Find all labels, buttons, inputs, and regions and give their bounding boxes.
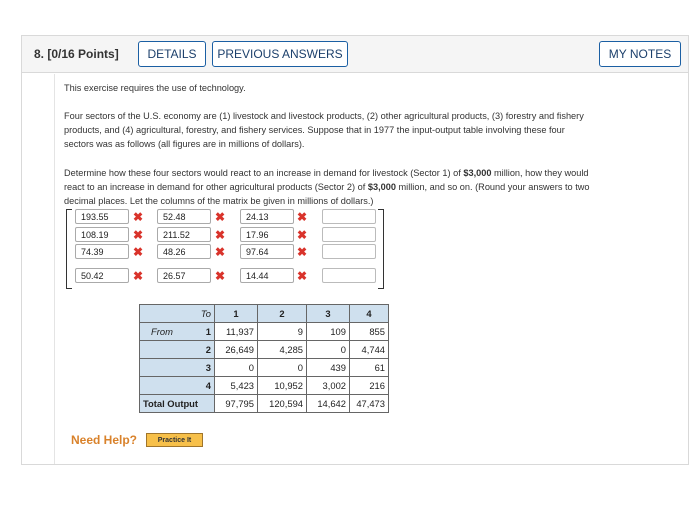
column-header: 1 xyxy=(215,305,258,323)
total-output-label: Total Output xyxy=(140,395,215,413)
x-mark-icon: ✖ xyxy=(133,210,144,224)
instruction-text: react to an increase in demand for other agricultural products (Sector 2) of xyxy=(64,182,368,192)
table-cell: 0 xyxy=(215,359,258,377)
question-number: 8. xyxy=(34,47,45,61)
to-label: To xyxy=(140,305,215,323)
question-title xyxy=(34,47,119,61)
instruction-text: Determine how these four sectors would react to an increase in demand for livestock (Sector 1) of xyxy=(64,168,464,178)
need-help-label: Need Help? xyxy=(71,433,138,447)
row-label: 4 xyxy=(140,377,215,395)
column-header: 4 xyxy=(350,305,389,323)
answer-field-r2c1[interactable]: 108.19 xyxy=(75,227,129,242)
instruction-text: million, how they would xyxy=(491,168,589,178)
question-header xyxy=(21,35,689,73)
table-cell: 26,649 xyxy=(215,341,258,359)
answer-field-r3c1[interactable]: 74.39 xyxy=(75,244,129,259)
x-mark-icon: ✖ xyxy=(215,228,226,242)
matrix-right-bracket xyxy=(378,209,384,289)
x-mark-icon: ✖ xyxy=(297,269,308,283)
row-label xyxy=(140,323,215,341)
table-row xyxy=(140,323,389,341)
table-header-row xyxy=(140,305,389,323)
table-row xyxy=(140,377,389,395)
details-button[interactable]: DETAILS xyxy=(138,41,206,67)
answer-field-r4c1[interactable]: 50.42 xyxy=(75,268,129,283)
answer-field-r1c1[interactable]: 193.55 xyxy=(75,209,129,224)
answer-field-r1c4[interactable] xyxy=(322,209,376,224)
answer-field-r2c2[interactable]: 211.52 xyxy=(157,227,211,242)
instruction-text: million, and so on. (Round your answers to two xyxy=(395,182,590,192)
answer-field-r4c2[interactable]: 26.57 xyxy=(157,268,211,283)
answer-field-r4c3[interactable]: 14.44 xyxy=(240,268,294,283)
table-cell: 3,002 xyxy=(307,377,350,395)
table-cell: 4,285 xyxy=(258,341,307,359)
table-row xyxy=(140,359,389,377)
table-cell: 855 xyxy=(350,323,389,341)
answer-field-r4c4[interactable] xyxy=(322,268,376,283)
table-cell: 109 xyxy=(307,323,350,341)
answer-field-r2c3[interactable]: 17.96 xyxy=(240,227,294,242)
answer-field-r3c2[interactable]: 48.26 xyxy=(157,244,211,259)
x-mark-icon: ✖ xyxy=(215,245,226,259)
previous-answers-button[interactable]: PREVIOUS ANSWERS xyxy=(212,41,348,67)
table-cell: 61 xyxy=(350,359,389,377)
answer-field-r3c4[interactable] xyxy=(322,244,376,259)
practice-it-button[interactable]: Practice It xyxy=(146,433,203,447)
answer-field-r1c3[interactable]: 24.13 xyxy=(240,209,294,224)
table-cell: 4,744 xyxy=(350,341,389,359)
instruction-line xyxy=(64,180,590,194)
demand-amount: $3,000 xyxy=(463,168,492,178)
table-cell: 10,952 xyxy=(258,377,307,395)
row-label-number: 1 xyxy=(205,326,211,337)
table-row xyxy=(140,341,389,359)
table-cell: 120,594 xyxy=(258,395,307,413)
technology-note: This exercise requires the use of technology. xyxy=(64,83,246,93)
x-mark-icon: ✖ xyxy=(297,210,308,224)
problem-text-line: Four sectors of the U.S. economy are (1) livestock and livestock products, (2) other agricultural products, (3) forestry and fishery xyxy=(64,111,584,121)
row-label: 2 xyxy=(140,341,215,359)
x-mark-icon: ✖ xyxy=(133,245,144,259)
x-mark-icon: ✖ xyxy=(297,245,308,259)
x-mark-icon: ✖ xyxy=(215,269,226,283)
x-mark-icon: ✖ xyxy=(215,210,226,224)
x-mark-icon: ✖ xyxy=(297,228,308,242)
x-mark-icon: ✖ xyxy=(133,269,144,283)
table-cell: 14,642 xyxy=(307,395,350,413)
table-cell: 439 xyxy=(307,359,350,377)
table-cell: 11,937 xyxy=(215,323,258,341)
x-mark-icon: ✖ xyxy=(133,228,144,242)
table-cell: 9 xyxy=(258,323,307,341)
problem-text-line: products, and (4) agricultural, forestry, and fishery services. Suppose that in 1977 the input-output table involving these four xyxy=(64,125,565,135)
answer-field-r1c2[interactable]: 52.48 xyxy=(157,209,211,224)
matrix-left-bracket xyxy=(66,209,72,289)
from-label: From xyxy=(151,326,173,337)
table-cell: 5,423 xyxy=(215,377,258,395)
answer-field-r3c3[interactable]: 97.64 xyxy=(240,244,294,259)
table-cell: 216 xyxy=(350,377,389,395)
instruction-line: decimal places. Let the columns of the matrix be given in millions of dollars.) xyxy=(64,196,374,206)
demand-amount: $3,000 xyxy=(367,182,396,192)
table-total-row xyxy=(140,395,389,413)
question-points: [0/16 Points] xyxy=(47,47,119,61)
my-notes-button[interactable]: MY NOTES xyxy=(599,41,681,67)
column-header: 3 xyxy=(307,305,350,323)
table-cell: 97,795 xyxy=(215,395,258,413)
answer-field-r2c4[interactable] xyxy=(322,227,376,242)
table-cell: 47,473 xyxy=(350,395,389,413)
column-header: 2 xyxy=(258,305,307,323)
input-output-table xyxy=(139,304,389,413)
problem-text-line: sectors was as follows (all figures are in millions of dollars). xyxy=(64,139,305,149)
row-label: 3 xyxy=(140,359,215,377)
table-cell: 0 xyxy=(258,359,307,377)
instruction-line xyxy=(64,166,588,180)
table-cell: 0 xyxy=(307,341,350,359)
